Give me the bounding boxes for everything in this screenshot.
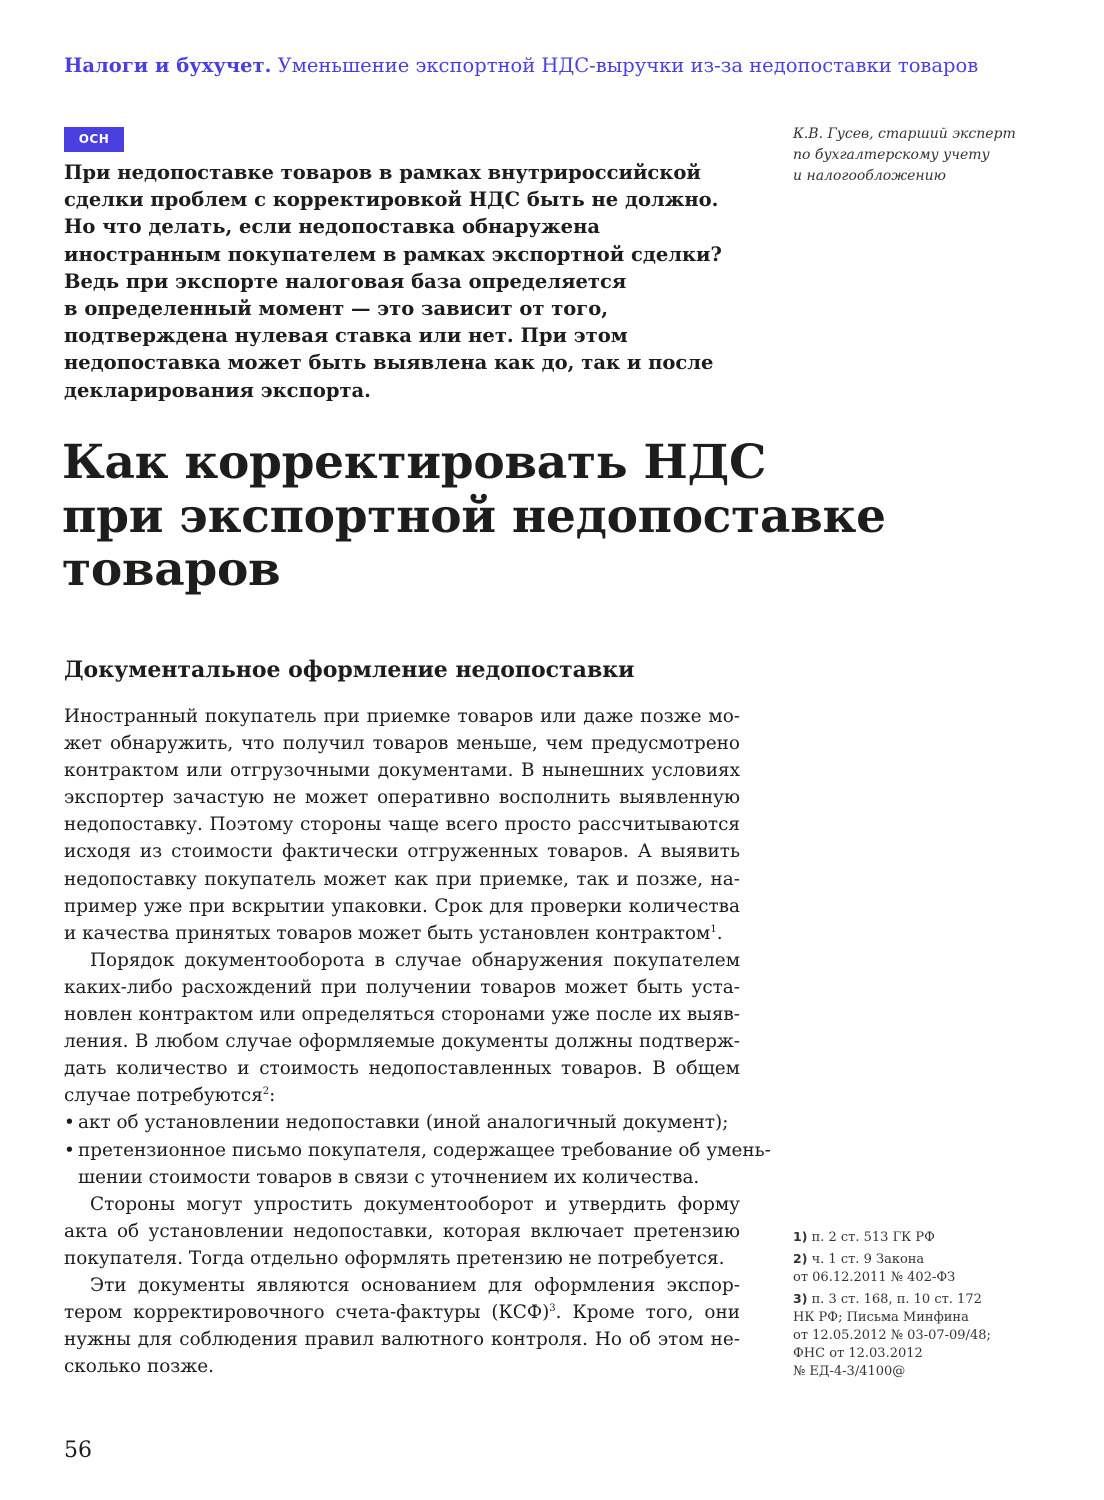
- article-title: [62, 436, 1022, 597]
- body-line: жет обнаружить, что получил товаров меньше, чем предусмотрено: [64, 733, 740, 755]
- bullet-item: [64, 1109, 740, 1136]
- footnote-text: п. 3 ст. 168, п. 10 ст. 172: [811, 1292, 982, 1307]
- footnote-text: ч. 1 ст. 9 Закона: [811, 1252, 925, 1267]
- footnote-number: 1): [793, 1229, 808, 1244]
- footnote-number: 3): [793, 1291, 808, 1306]
- lead-paragraph: [64, 159, 764, 404]
- lead-line: иностранным покупателем в рамках экспортной сделки?: [64, 242, 722, 266]
- bullet-text: претензионное письмо покупателя, содержащее требование об умень-: [78, 1139, 771, 1161]
- footnote-1: [793, 1228, 1033, 1247]
- author-credit: [793, 124, 1053, 187]
- lead-line: декларирования экспорта.: [64, 378, 371, 402]
- footnote-text: от 06.12.2011 № 402-ФЗ: [793, 1270, 956, 1285]
- body-line-text: случае потребуются: [64, 1085, 263, 1107]
- lead-line: подтверждена нулевая ставка или нет. При этом: [64, 324, 628, 348]
- footnote-text: п. 2 ст. 513 ГК РФ: [811, 1230, 935, 1245]
- footnote-ref-2: 2: [262, 1086, 270, 1098]
- author-line: К.В. Гусев, старший эксперт: [793, 126, 1016, 142]
- body-line: Стороны могут упростить документооборот и утвердить форму: [90, 1193, 740, 1215]
- bullet-icon: •: [64, 1139, 75, 1161]
- punctuation: .: [716, 922, 723, 944]
- footnote-text: № ЕД-4-3/4100@: [793, 1364, 906, 1379]
- body-line: пример уже при вскрытии упаковки. Срок для проверки количества: [64, 895, 740, 917]
- title-line: товаров: [62, 542, 281, 597]
- body-line: сколько позже.: [64, 1356, 214, 1378]
- footnote-text: от 12.05.2012 № 03-07-09/48;: [793, 1328, 991, 1343]
- body-line: [64, 1082, 740, 1109]
- body-line: исходя из стоимости фактически отгруженных товаров. А выявить: [64, 841, 740, 863]
- punctuation: :: [269, 1085, 276, 1107]
- body-line: экспортер зачастую не может оперативно восполнить выявленную: [64, 787, 740, 809]
- body-line-text: и качества принятых товаров может быть установлен контрактом: [64, 922, 711, 944]
- lead-line: недопоставка может быть выявлена как до, так и после: [64, 351, 714, 375]
- running-head-title: Уменьшение экспортной НДС-выручки из-за недопоставки товаров: [277, 54, 979, 77]
- footnote-number: 2): [793, 1251, 808, 1266]
- page-number: 56: [64, 1438, 92, 1463]
- lead-line: При недопоставке товаров в рамках внутрироссийской: [64, 161, 701, 184]
- running-head-section: Налоги и бухучет.: [64, 54, 272, 77]
- lead-line: Но что делать, если недопоставка обнаружена: [64, 215, 600, 239]
- body-line: акта об установлении недопоставки, которая включает претензию: [64, 1220, 740, 1242]
- lead-line: сделки проблем с корректировкой НДС быть не должно.: [64, 188, 719, 212]
- body-line: недопоставку. Поэтому стороны чаще всего просто рассчитываются: [64, 814, 740, 836]
- bullet-icon: •: [64, 1112, 75, 1134]
- footnote-ref-1: 1: [710, 923, 717, 935]
- body-line: Порядок документооборота в случае обнаружения покупателем: [90, 949, 740, 971]
- body-line: новлен контрактом или определяться сторонами уже после их выяв-: [64, 1004, 740, 1026]
- body-line: контрактом или отгрузочными документами. В нынешних условиях: [64, 760, 740, 782]
- footnote-text: НК РФ; Письма Минфина: [793, 1310, 969, 1325]
- body-line: ления. В любом случае оформляемые документы должны подтверж-: [64, 1031, 740, 1053]
- article-body: [64, 703, 771, 1380]
- body-line: каких-либо расхождений при получении товаров может быть уста-: [64, 976, 740, 998]
- bullet-text: акт об установлении недопоставки (иной аналогичный документ);: [78, 1112, 729, 1134]
- title-line: при экспортной недопоставке: [62, 488, 886, 544]
- title-line: Как корректировать НДС: [62, 435, 767, 490]
- footnote-2: [793, 1250, 1033, 1287]
- footnote-text: ФНС от 12.03.2012: [793, 1346, 923, 1361]
- body-line: нужны для соблюдения правил валютного контроля. Но об этом не-: [64, 1329, 740, 1351]
- body-line: недопоставку покупатель может как при приемке, так и позже, на-: [64, 868, 740, 890]
- body-line-text: тером корректировочного счета-фактуры (КСФ): [64, 1302, 550, 1324]
- body-line: Иностранный покупатель при приемке товаров или даже позже мо-: [64, 706, 740, 727]
- author-line: по бухгалтерскому учету: [793, 147, 990, 163]
- section-heading: Документальное оформление недопоставки: [64, 657, 635, 683]
- running-head: [64, 54, 1064, 77]
- bullet-continuation: шении стоимости товаров в связи с уточнением их количества.: [78, 1166, 700, 1188]
- body-line: [64, 1299, 740, 1326]
- body-line: Эти документы являются основанием для оформления экспор-: [90, 1274, 740, 1296]
- footnote-ref-3: 3: [549, 1303, 556, 1315]
- lead-line: Ведь при экспорте налоговая база определяется: [64, 269, 627, 293]
- bullet-item: [64, 1137, 771, 1164]
- footnotes: [793, 1228, 1033, 1384]
- body-line: [64, 920, 740, 947]
- tax-regime-tag: ОСН: [64, 127, 124, 152]
- body-line-text: . Кроме того, они: [555, 1302, 740, 1324]
- lead-line: в определенный момент — это зависит от того,: [64, 297, 609, 321]
- footnote-3: [793, 1290, 1033, 1381]
- author-line: и налогообложению: [793, 168, 946, 184]
- body-line: покупателя. Тогда отдельно оформлять претензию не потребуется.: [64, 1247, 725, 1269]
- body-line: дать количество и стоимость недопоставленных товаров. В общем: [64, 1058, 740, 1080]
